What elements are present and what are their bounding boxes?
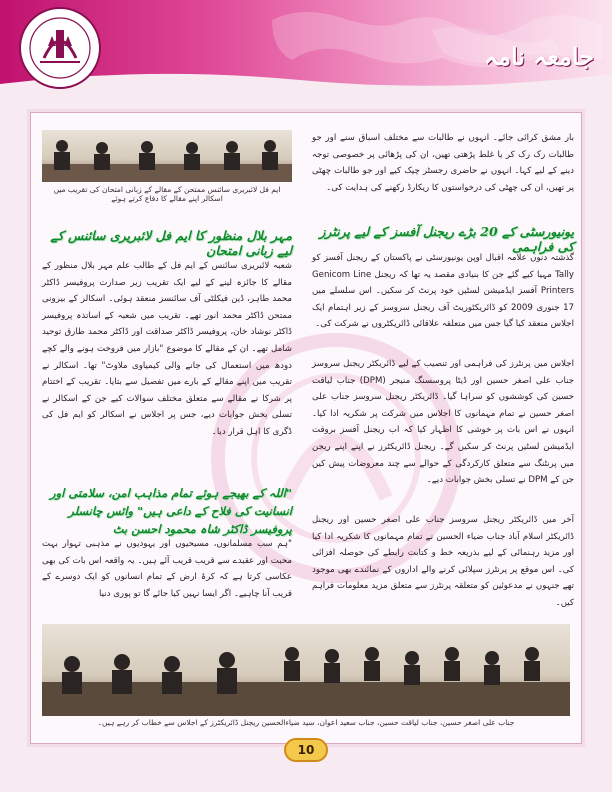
masthead-banner	[0, 0, 612, 95]
people-seated-photo-icon	[42, 130, 292, 182]
bottom-photo-caption: جناب علی اصغر حسین، جناب لیاقت حسین، جناب سعید اعوان، سید ضیاءالحسین ریجنل ڈائریکٹرز کے اجلاس سے خطاب کر رہے ہیں۔	[97, 718, 515, 727]
meeting-photo-icon	[42, 624, 570, 716]
university-seal-icon	[18, 6, 102, 90]
religions-heading: "اللہ کے بھیجے ہوئے تمام مذاہب امن، سلامتی اور انسانیت کی فلاح کے داعی ہیں" وائس چانسلر پروفیسر ڈاکٹر شاہ محمود احسن بٹ	[50, 486, 292, 536]
printers-paragraph-2: اجلاس میں پرنٹرز کی فراہمی اور تنصیب کے لیے ڈائریکٹر ریجنل سروسز جناب علی اصغر حسین اور ڈیٹا پروسسنگ منیجر (DPM) جناب لیاقت حسین کی کوششوں کو سراہا گیا۔ ڈائریکٹر ریجنل سروسز جناب علی اصغر حسین نے تمام مہمانوں کا اجلاس میں شرکت پر شکریہ ادا کیا۔ انہوں نے اس بات پر خوشی کا اظہار کیا کہ اب ریجنل آفسز بروقت ایڈمیشن لسٹیں پرنٹ کر سکیں گے۔ ریجنل ڈائریکٹرز نے اپنے اپنے ریجن میں پرنٹنگ سے متعلق کارکردگی کے حوالے سے چند معروضات پیش کیں جن کے DPM نے تسلی بخش جوابات دیے۔	[312, 359, 574, 486]
top-photo	[42, 130, 292, 182]
page-number-badge: 10	[284, 738, 328, 762]
intro-paragraph: بار مشق کرائی جائے۔ انہوں نے طالبات سے مختلف اسباق سنے اور جو طالبات رک رک کر یا غلط پڑھتی تھیں، ان کی پڑھائی پر خصوصی توجہ دینے کے لیے کہا۔ انہوں نے حاضری رجسٹر چیک کیے اور جو طالبات چھٹی پر تھیں، ان کی چھٹی کی درخواستوں کا ریکارڈ رکھنے کی ہدایت کی۔	[312, 133, 574, 193]
top-photo-caption: ایم فل لائبریری سائنس ممتحن کے مقالے کے زبانی امتحان کی تقریب میں اسکالر اپنے مقالے کا دفاع کرتے ہوئے	[53, 185, 281, 203]
religions-paragraph: "ہم سب مسلمانوں، مسیحیوں اور یہودیوں نے مذہبی تہوار بہت محبت اور عقیدے سے قریب قریب آئے ہیں۔ یہ واقعہ اس بات کی بھی عکاسی کرتا ہے کہ کرۂ ارض کے تمام انسانوں کو ایک دوسرے کے قریب آنا چاہیے۔ اگر ایسا نہیں کیا جائے گا تو پوری دنیا	[42, 539, 292, 599]
mphil-paragraph: شعبہ لائبریری سائنس کے ایم فل کے طالب علم مہر بلال منظور کے مقالے کا جائزہ لینے کے لیے ایک تقریب زیر صدارت پروفیسر ڈاکٹر محمد طاہر، ڈین فیکلٹی آف سائنسز منعقد ہوئی۔ اسکالر کے بیرونی ممتحن ڈاکٹر محمد انور تھے۔ تقریب میں شعبہ کے اساتذہ پروفیسر ڈاکٹر نوشاد خان، پروفیسر ڈاکٹر صداقت اور ڈاکٹر محمد طارق توحید شامل تھے۔ ان کے مقالے کا موضوع "بازار میں فروخت ہونے والے کچے دودھ میں استعمال کی جانے والی کیمیاوی ملاوٹ" تھا۔ اسکالر نے تقریب میں اپنے مقالے کے بارے میں تفصیل سے بتایا۔ تقریب کے اختتام پر شرکا نے مقالے سے متعلق مختلف سوالات کیے جن کے اسکالر نے تسلی بخش جوابات دیے، جس پر اجلاس نے اسکالر کو ایم فل کی ڈگری کا اہل قرار دیا۔	[42, 261, 292, 437]
printers-paragraph-1: گذشتہ دنوں علامہ اقبال اوپن یونیورسٹی نے پاکستان کے ریجنل آفسز کو Tally مہیا کیے گئے جن کا بنیادی مقصد یہ تھا کہ ریجنل Genicom Line Printers آفسز ایڈمیشن لسٹیں خود پرنٹ کر سکیں۔ اس سلسلے میں 17 جنوری 2009 کو ڈائریکٹوریٹ آف ریجنل سروسز کے زیر اہتمام ایک اجلاس منعقد کیا گیا جس میں متعلقہ علاقائی ڈائریکٹروں نے شرکت کی۔	[312, 253, 575, 330]
printers-paragraph-3: آخر میں ڈائریکٹر ریجنل سروسز جناب علی اصغر حسین اور ریجنل ڈائریکٹر اسلام آباد جناب ضیاء الحسین نے تمام مہمانوں کا شکریہ ادا کیا اور مزید رہنمائی کے لیے بذریعہ خط و کتابت رابطے کی حوصلہ افزائی کی۔ اس موقع پر پرنٹرز سپلائی کرنے والے اداروں کے نمائندے بھی موجود تھے جنہوں نے مدعوئین کو متعلقہ پرنٹرز سے متعلق مزید معلومات فراہم کیں۔	[312, 515, 574, 608]
mphil-heading: مہر بلال منظور کا ایم فل لائبریری سائنس کے لیے زبانی امتحان	[50, 228, 292, 258]
bottom-photo	[42, 624, 570, 716]
masthead-title: جامعہ نامہ	[484, 42, 594, 71]
printers-heading: یونیورسٹی کے 20 بڑے ریجنل آفسز کے لیے پرنٹرز کی فراہمی	[319, 224, 574, 254]
